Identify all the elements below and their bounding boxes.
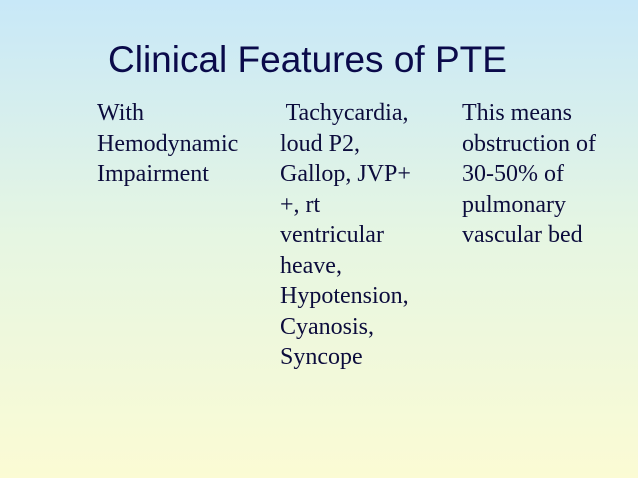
text-line: This means	[462, 100, 572, 126]
text-line: Syncope	[280, 344, 363, 370]
text-line: With	[97, 100, 145, 126]
text-line: vascular bed	[462, 222, 583, 248]
text-line: Cyanosis,	[280, 313, 375, 340]
text-line: ventricular	[280, 222, 384, 248]
text-line: Hemodynamic	[97, 130, 239, 157]
text-line: heave,	[280, 252, 342, 279]
text-line: loud P2,	[280, 130, 361, 157]
column-signs	[280, 98, 411, 373]
text-line: 30-50% of	[462, 161, 564, 187]
text-line: Hypotension,	[280, 283, 409, 309]
text-line: Impairment	[97, 161, 209, 187]
text-line: pulmonary	[462, 191, 566, 218]
text-line: +, rt	[280, 191, 321, 218]
slide-title: Clinical Features of PTE	[108, 39, 507, 80]
text-line: Tachycardia,	[280, 100, 409, 126]
column-condition	[97, 98, 238, 190]
text-line: Gallop, JVP+	[280, 161, 411, 187]
column-meaning	[462, 98, 596, 251]
text-line: obstruction of	[462, 130, 596, 157]
